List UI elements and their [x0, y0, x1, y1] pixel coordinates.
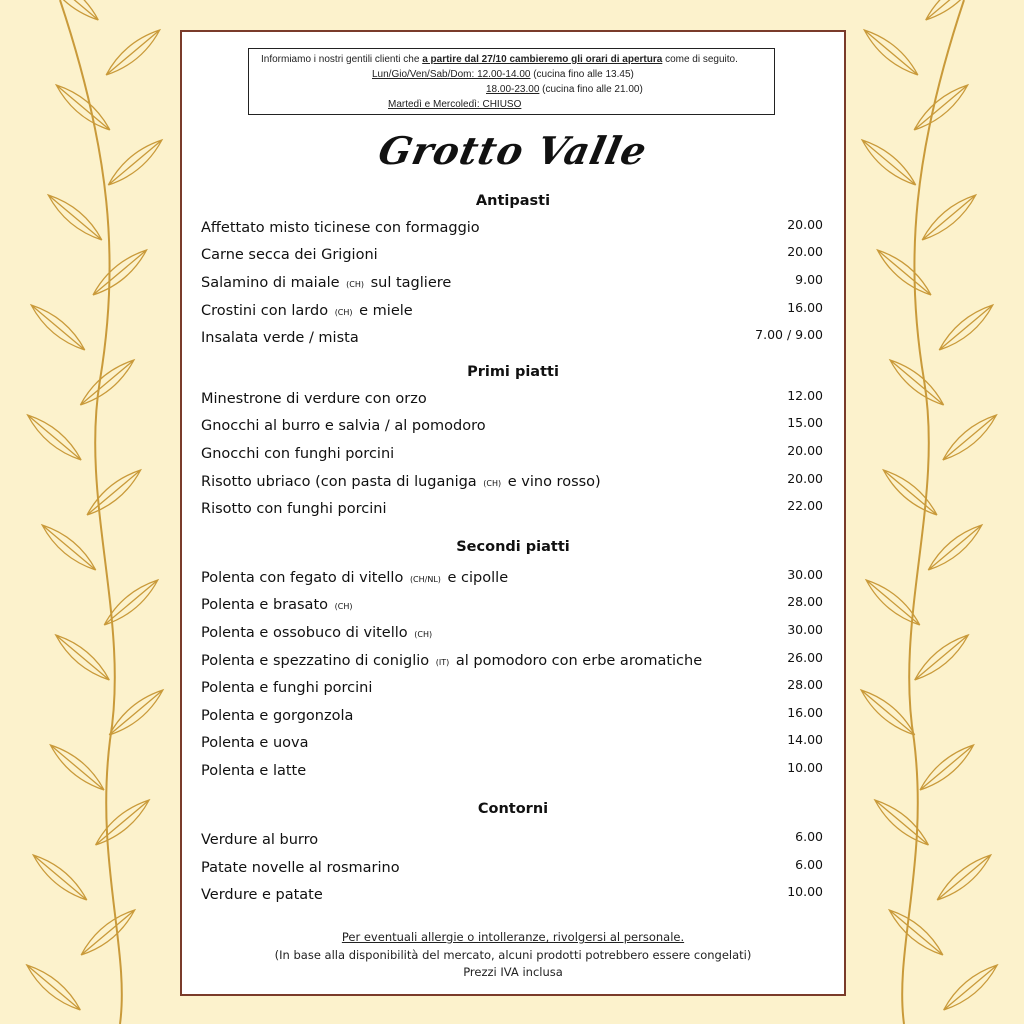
item-name: Gnocchi con funghi porcini — [201, 446, 395, 462]
menu-item — [201, 415, 823, 438]
item-name: Verdure e patate — [201, 887, 323, 903]
notice-text: Informiamo i nostri gentili clienti che — [261, 54, 423, 65]
item-name-line — [201, 708, 353, 724]
gold-leaf-vine-right-decoration — [844, 0, 1024, 1024]
leaf-icon — [939, 960, 1002, 1016]
menu-item — [201, 272, 823, 295]
leaf-icon — [51, 630, 114, 686]
item-name: Risotto ubriaco (con pasta di luganiga — [201, 474, 477, 490]
leaf-icon — [27, 300, 90, 356]
leaf-icon — [38, 520, 101, 576]
notice-closed-days: Martedì e Mercoledì: CHIUSO — [388, 99, 522, 110]
leaf-icon — [910, 630, 973, 686]
leaf-icon — [88, 245, 151, 301]
item-price: 7.00 / 9.00 — [755, 327, 823, 342]
item-name-line — [201, 501, 386, 517]
item-name-line — [201, 391, 427, 407]
leaf-icon — [879, 465, 942, 521]
item-price: 28.00 — [787, 594, 823, 609]
leaf-icon — [40, 0, 103, 25]
item-name: Polenta e gorgonzola — [201, 708, 354, 724]
leaf-icon — [918, 190, 981, 246]
menu-item — [201, 471, 823, 494]
leaf-icon — [870, 795, 933, 851]
menu-item — [201, 705, 823, 728]
notice-line-1 — [261, 52, 738, 67]
leaf-icon — [860, 25, 923, 81]
menu-item — [201, 650, 823, 673]
origin-tag: (CH) — [414, 630, 433, 639]
notice-note: (cucina fino alle 13.45) — [530, 69, 634, 80]
menu-item — [201, 244, 823, 267]
menu-item — [201, 884, 823, 907]
leaf-icon — [102, 25, 165, 81]
item-price: 28.00 — [787, 677, 823, 692]
item-price: 10.00 — [787, 884, 823, 899]
item-name-line — [201, 832, 318, 848]
section-heading: Primi piatti — [467, 364, 559, 380]
notice-note: (cucina fino alle 21.00) — [539, 84, 643, 95]
item-name: Patate novelle al rosmarino — [201, 860, 400, 876]
menu-item — [201, 622, 823, 645]
origin-tag: (CH) — [346, 280, 364, 289]
leaf-icon — [83, 465, 146, 521]
item-price: 20.00 — [787, 217, 823, 232]
item-name: Crostini con lardo — [201, 303, 329, 319]
item-name-line — [201, 625, 434, 641]
restaurant-logo: Grotto Valle — [374, 128, 652, 173]
leaf-icon — [104, 135, 167, 191]
menu-item — [201, 388, 823, 411]
leaf-icon — [924, 520, 987, 576]
item-name-rest: e miele — [359, 303, 413, 319]
item-price: 22.00 — [787, 498, 823, 513]
notice-highlight: a partire dal 27/10 cambieremo gli orari di apertura — [422, 54, 663, 65]
leaf-icon — [23, 410, 86, 466]
item-price: 10.00 — [787, 760, 823, 775]
item-name-line — [201, 474, 601, 490]
leaf-icon — [76, 355, 139, 411]
item-price: 20.00 — [787, 244, 823, 259]
leaf-icon — [885, 905, 948, 961]
leaf-icon — [29, 850, 92, 906]
menu-item — [201, 300, 823, 323]
item-price: 6.00 — [795, 857, 823, 872]
item-price: 20.00 — [787, 471, 823, 486]
item-name-line — [201, 247, 378, 263]
origin-tag: (CH/NL) — [409, 575, 441, 584]
item-name-line — [201, 303, 413, 319]
item-name-line — [201, 418, 486, 434]
item-name-line — [201, 860, 400, 876]
allergy-note: Per eventuali allergie o intolleranze, rivolgersi al personale. — [341, 930, 685, 944]
leaf-icon — [22, 960, 85, 1016]
item-price: 9.00 — [795, 272, 823, 287]
item-name-line — [201, 680, 372, 696]
menu-item — [201, 829, 823, 852]
item-price: 30.00 — [787, 567, 823, 582]
item-name: Polenta e ossobuco di vitello — [201, 625, 408, 641]
notice-line-3 — [486, 82, 643, 97]
menu-item — [201, 217, 823, 240]
item-price: 16.00 — [787, 300, 823, 315]
item-name-line — [201, 597, 354, 613]
leaf-icon — [91, 795, 154, 851]
item-name-line — [201, 330, 359, 346]
item-name-line — [201, 275, 451, 291]
item-name: Risotto con funghi porcini — [201, 501, 387, 517]
item-price: 14.00 — [787, 732, 823, 747]
leaf-icon — [935, 300, 998, 356]
menu-card — [180, 30, 846, 996]
leaf-icon — [915, 740, 978, 796]
item-name-line — [201, 735, 308, 751]
item-name: Gnocchi al burro e salvia / al pomodoro — [201, 418, 486, 434]
item-name-line — [201, 763, 306, 779]
menu-item — [201, 498, 823, 521]
item-name: Polenta e latte — [201, 763, 307, 779]
leaf-icon — [910, 80, 973, 136]
menu-item — [201, 327, 823, 350]
menu-item — [201, 857, 823, 880]
item-name-line — [201, 887, 323, 903]
origin-tag: (CH) — [334, 308, 353, 317]
leaf-icon — [44, 190, 107, 246]
item-name: Affettato misto ticinese con formaggio — [201, 220, 480, 236]
item-name-rest: e cipolle — [447, 570, 509, 586]
item-price: 30.00 — [787, 622, 823, 637]
menu-item — [201, 732, 823, 755]
item-price: 12.00 — [787, 388, 823, 403]
origin-tag: (CH) — [334, 602, 353, 611]
leaf-icon — [933, 850, 996, 906]
item-price: 6.00 — [795, 829, 823, 844]
item-name: Polenta e funghi porcini — [201, 680, 373, 696]
leaf-icon — [938, 410, 1001, 466]
item-name: Polenta e spezzatino di coniglio — [201, 653, 430, 669]
item-name-rest: al pomodoro con erbe aromatiche — [455, 653, 703, 669]
leaf-icon — [52, 80, 115, 136]
leaf-icon — [46, 740, 109, 796]
opening-hours-notice — [248, 48, 775, 115]
item-price: 26.00 — [787, 650, 823, 665]
item-name: Insalata verde / mista — [201, 330, 359, 346]
gold-leaf-vine-left-decoration — [0, 0, 180, 1024]
origin-tag: (IT) — [435, 658, 450, 667]
item-price: 16.00 — [787, 705, 823, 720]
item-price: 20.00 — [787, 443, 823, 458]
leaf-icon — [921, 0, 984, 25]
menu-item — [201, 443, 823, 466]
leaf-icon — [886, 355, 949, 411]
item-name: Polenta e brasato — [201, 597, 328, 613]
notice-line-2 — [372, 67, 634, 82]
item-name: Verdure al burro — [201, 832, 319, 848]
leaf-icon — [77, 905, 140, 961]
leaf-icon — [858, 135, 921, 191]
notice-time: 18.00-23.00 — [486, 84, 540, 95]
section-heading: Antipasti — [475, 193, 551, 209]
item-name-rest: sul tagliere — [370, 275, 452, 291]
item-name-line — [201, 570, 508, 586]
notice-text: come di seguito. — [662, 54, 738, 65]
item-name: Polenta con fegato di vitello — [201, 570, 404, 586]
section-heading: Secondi piatti — [456, 539, 570, 555]
item-name-line — [201, 653, 702, 669]
origin-tag: (CH) — [483, 479, 502, 488]
item-name-line — [201, 220, 480, 236]
item-name: Carne secca dei Grigioni — [201, 247, 378, 263]
leaf-icon — [873, 245, 936, 301]
notice-days: Lun/Gio/Ven/Sab/Dom: 12.00-14.00 — [372, 69, 531, 80]
item-name: Minestrone di verdure con orzo — [201, 391, 427, 407]
menu-item — [201, 760, 823, 783]
vat-note: Prezzi IVA inclusa — [463, 965, 563, 979]
item-price: 15.00 — [787, 415, 823, 430]
item-name-rest: e vino rosso) — [507, 474, 601, 490]
item-name: Polenta e uova — [201, 735, 309, 751]
item-name-line — [201, 446, 394, 462]
section-heading: Contorni — [477, 801, 549, 817]
menu-item — [201, 677, 823, 700]
menu-item — [201, 594, 823, 617]
frozen-products-note: (In base alla disponibilità del mercato, alcuni prodotti potrebbero essere congelati) — [274, 948, 752, 962]
item-name: Salamino di maiale — [201, 275, 340, 291]
menu-item — [201, 567, 823, 590]
